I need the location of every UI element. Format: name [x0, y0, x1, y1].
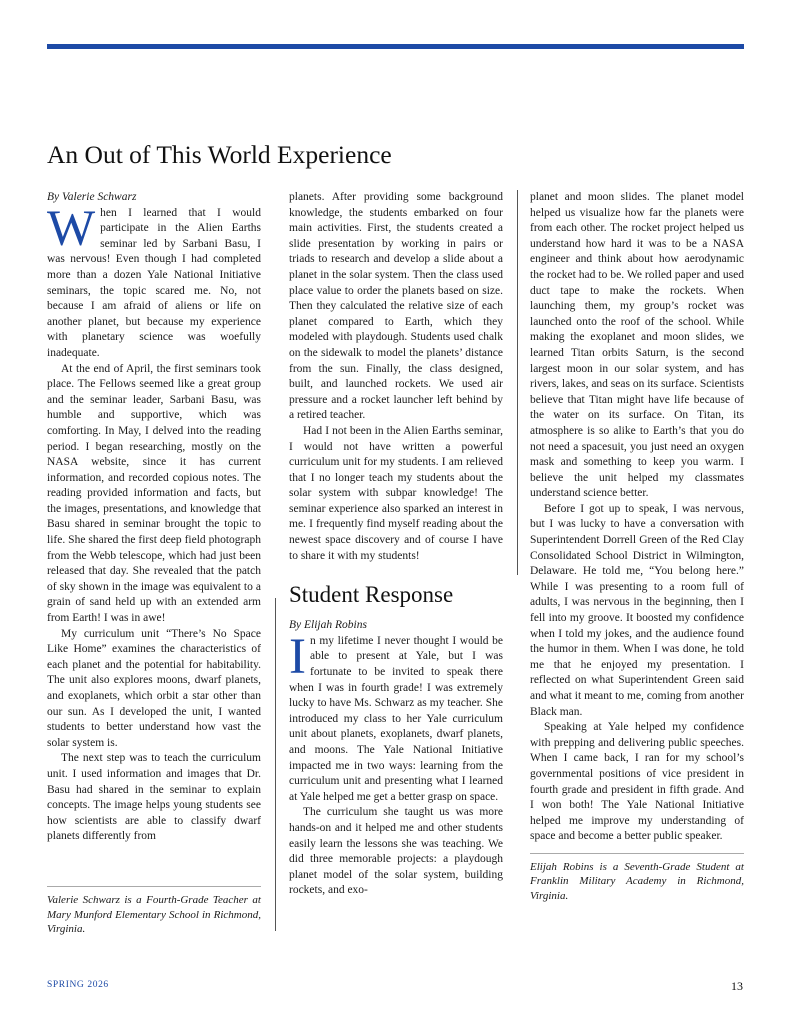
column-2 — [289, 190, 503, 899]
response-paragraph-3: Before I got up to speak, I was nervous, but I was lucky to have a conversation with Superintendent Dorrell Green of the Red Clay Consolidated School District in Wilmington, Delaware. He told me, “You belong here.” While I was presenting to a room full of adults, I was nervous in the beginning, then I fell into my groove. It boosted my confidence when I told my jokes, and the audience found the humor in them. When I was done, he told me that he enjoyed my presentation. I reflected on what Superintendent Green said and what it meant to me, coming from another Black man. — [530, 502, 744, 718]
article-byline: By Valerie Schwarz — [47, 191, 137, 203]
issue-label: SPRING 2026 — [47, 980, 109, 990]
drop-cap-response: I — [289, 628, 306, 685]
article-title: An Out of This World Experience — [47, 140, 392, 169]
column-1 — [47, 190, 261, 935]
article-paragraph-3: My curriculum unit “There’s No Space Like Home” examines the characteristics of each planet and the potential for habitability. The unit also explores moons, dwarf planets, and exoplanets, which orbit a star other than our sun. As I developed the unit, I wanted students to better understand how vast the solar system is. — [47, 627, 261, 749]
response-paragraph-2b: planet and moon slides. The planet model helped us visualize how far the planets were from each other. The rocket project helped us understand how hard it was to be a NASA engineer and think about how aerodynamic the rocket had to be. We rolled paper and used duct tape to make the rockets. When launching them, my group’s rocket was launched onto the roof of the school. While making the exoplanet and moon slides, we learned Titan orbits Saturn, is the second largest moon in our solar system, and has rivers, lakes, and seas on its surface. Scientists believe that Titan might have life because of the water on its surface. On Titan, its atmosphere is so alike to Earth’s that you do not need a spacesuit, you just need an oxygen mask and something to keep you warm. I believe the unit helped my classmates understand science better. — [530, 191, 744, 500]
author-bio — [47, 886, 261, 937]
article-paragraph-2: At the end of April, the first seminars took place. The Fellows seemed like a great group and the seminar leader, Sarbani Basu, was humble and supportive, which was comforting. In May, I delved into the reading period. I began researching, mostly on the NASA website, since it has current information, and recorded copious notes. The reading provided information and facts, but the images, presentations, and knowledge that Basu shared in seminar brought the topic to life. She shared the first deep field photograph from the Webb telescope, which had just been released that day. She revealed that the patch of sky shown in the image was equivalent to a grain of sand held up with an extended arm from Earth! I was in awe! — [47, 362, 261, 625]
response-title: Student Response — [289, 582, 454, 608]
article-paragraph-4b: planets. After providing some background knowledge, the students embarked on four main activities. First, the students created a slide presentation by working in pairs or triads to research and develop a slide about a planet in the solar system. Then the class used place value to order the planets based on size. Then they calculated the relative size of each planet compared to Earth, which they modeled with playdough. Students used chalk on the sidewalk to model the planets’ distance from the sun. Finally, the class designed, built, and launched rockets. We used air pressure and a rocket launcher left behind by a retired teacher. — [289, 191, 503, 422]
response-byline: By Elijah Robins — [289, 619, 367, 632]
page-number: 13 — [731, 979, 743, 993]
article-paragraph-5: Had I not been in the Alien Earths seminar, I would not have written a powerful curriculum unit for my students. I am relieved that I no longer teach my students about the solar system with subpar knowledge! The seminar experience also sparked an interest in me. I frequently find myself reading about the newest space discovery and of course I have to share it with my students! — [289, 424, 503, 562]
drop-cap: W — [47, 200, 96, 257]
bio-divider-2 — [530, 853, 744, 854]
response-paragraph-2a: The curriculum she taught us was more hands-on and it helped me and other students easily learn the lessons she was teaching. We did three memorable projects: a playdough planet model of the solar system, building rockets, and exo- — [289, 806, 503, 897]
student-bio-text: Elijah Robins is a Seventh-Grade Student at Franklin Military Academy in Richmond, Virginia. — [530, 860, 744, 902]
response-paragraph-4: Speaking at Yale helped my confidence with prepping and delivering public speeches. When I came back, I ran for my school’s governmental positions of vice president in fourth grade and president in fifth grade. And I won both! The Yale National Initiative helped me improve my understanding of space and become a better public speaker. — [530, 721, 744, 843]
bio-divider — [47, 886, 261, 887]
article-paragraph-1: When I learned that I would participate in the Alien Earths seminar led by Sarbani Basu, I was nervous! Even though I had completed more than a dozen Yale National Initiative seminars, the topic scared me. No, not because I am afraid of aliens or life on another planet, but because my experience with planetary science was woefully inadequate. — [47, 200, 261, 359]
column-3 — [530, 190, 744, 903]
top-rule — [47, 44, 744, 49]
column-divider-1 — [275, 598, 276, 931]
column-divider-2 — [517, 190, 518, 575]
article-paragraph-4a: The next step was to teach the curriculum unit. I used information and images that Dr. Basu had shared in the seminar to explain concepts. The image helps young students see how scientists are able to classify dwarf planets differently from — [47, 752, 261, 843]
author-bio-text: Valerie Schwarz is a Fourth-Grade Teacher at Mary Munford Elementary School in Richmond, Virginia. — [47, 894, 261, 935]
response-paragraph-1: In my lifetime I never thought I would be able to present at Yale, but I was fortunate to be invited to speak there when I was in fourth grade! I was extremely lucky to have Ms. Schwarz as my teacher. She introduced my class to her Yale curriculum unit about planets, exoplanets, dwarf planets, and moons. The Yale National Initiative impacted me in two ways: learning from the curriculum unit and presenting what I learned at Yale helped me get a better grasp on space. — [289, 628, 503, 803]
student-bio — [530, 853, 744, 904]
